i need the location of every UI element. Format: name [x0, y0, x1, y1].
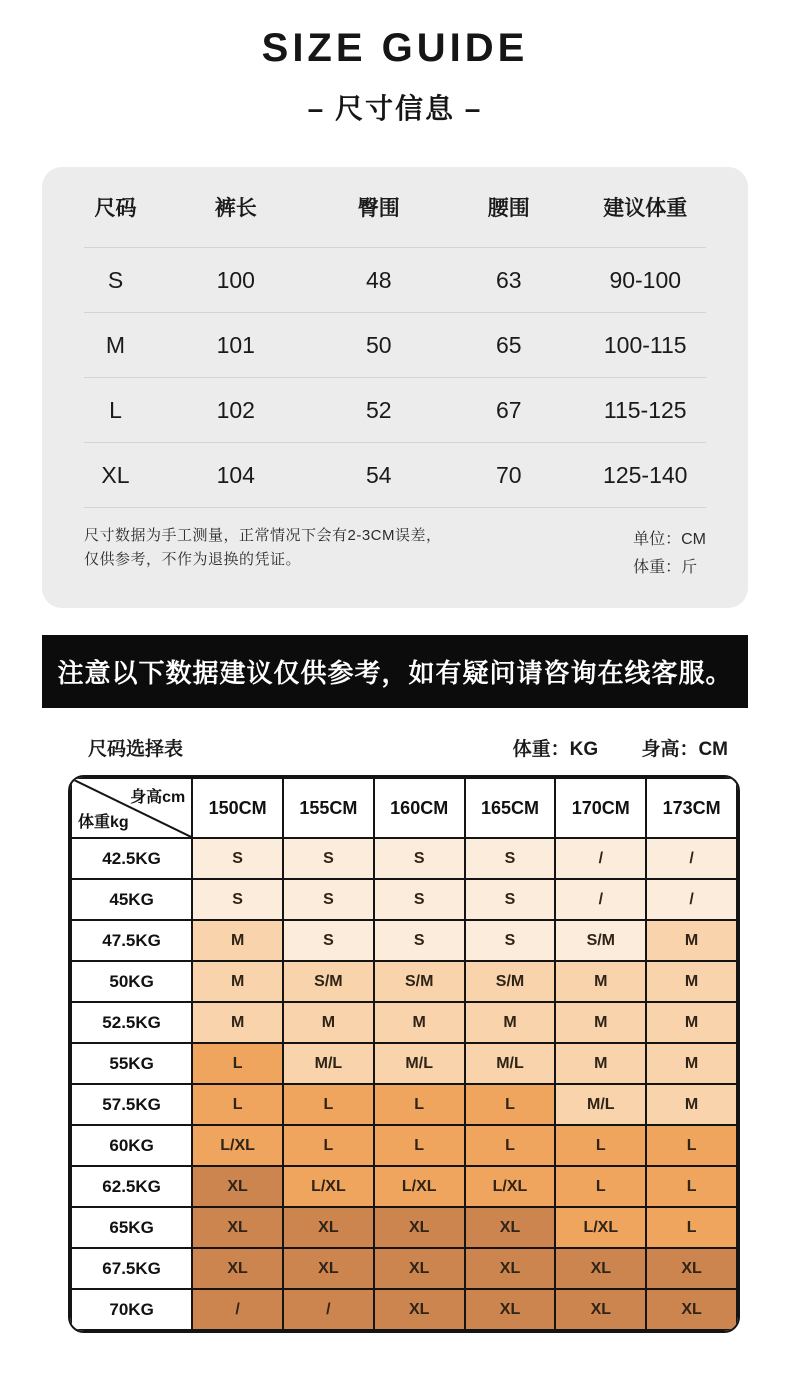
size-cell: M [646, 1084, 737, 1125]
size-cell: M [192, 961, 283, 1002]
size-cell: / [555, 879, 646, 920]
spec-table-cell: 100 [216, 266, 255, 293]
size-cell: / [555, 838, 646, 879]
selection-table-row [71, 1125, 737, 1166]
size-cell: L [283, 1125, 374, 1166]
selection-table-row [71, 1002, 737, 1043]
selection-table-row [71, 1289, 737, 1330]
weight-row-header: 65KG [71, 1207, 192, 1248]
spec-table-cell: 52 [365, 396, 392, 423]
size-cell: L [192, 1084, 283, 1125]
weight-row-header: 42.5KG [71, 838, 192, 879]
size-cell: / [192, 1289, 283, 1330]
row-divider [84, 507, 706, 508]
measurement-note [84, 524, 442, 582]
weight-row-header: 52.5KG [71, 1002, 192, 1043]
weight-row-header: 67.5KG [71, 1248, 192, 1289]
size-cell: M/L [555, 1084, 646, 1125]
size-cell: S [374, 920, 465, 961]
size-cell: L [555, 1125, 646, 1166]
size-cell: M/L [465, 1043, 556, 1084]
spec-table [70, 167, 720, 508]
size-cell: XL [374, 1207, 465, 1248]
spec-table-cell: 48 [365, 266, 392, 293]
height-column-header: 155CM [283, 778, 374, 838]
size-cell: S [283, 838, 374, 879]
size-cell: S [465, 879, 556, 920]
size-cell: L/XL [283, 1166, 374, 1207]
size-cell: XL [374, 1248, 465, 1289]
size-cell: S [283, 920, 374, 961]
spec-table-cell: 67 [495, 396, 522, 423]
size-cell: / [646, 879, 737, 920]
size-cell: L/XL [192, 1125, 283, 1166]
spec-table-cell: 104 [216, 461, 255, 488]
size-cell: L/XL [465, 1166, 556, 1207]
selection-table-row [71, 1043, 737, 1084]
selection-table-row [71, 879, 737, 920]
unit-note [633, 524, 706, 582]
weight-row-header: 47.5KG [71, 920, 192, 961]
size-cell: L [374, 1084, 465, 1125]
selection-table-row [71, 1166, 737, 1207]
size-cell: L [465, 1084, 556, 1125]
size-cell: XL [192, 1166, 283, 1207]
size-cell: L [374, 1125, 465, 1166]
size-cell: S/M [374, 961, 465, 1002]
unit-line-weight: 体重：斤 [633, 559, 698, 576]
selection-header-row [71, 778, 737, 838]
spec-table-header-row [70, 167, 720, 247]
corner-label-height: 身高cm [130, 789, 186, 806]
selection-table-wrapper [68, 775, 740, 1333]
size-cell: S [192, 838, 283, 879]
spec-table-cell: 100-115 [603, 331, 687, 358]
spec-table-header-cell: 建议体重 [603, 197, 688, 220]
selection-header [88, 734, 728, 761]
selection-table-row [71, 1207, 737, 1248]
size-cell: M [465, 1002, 556, 1043]
size-cell: M [646, 1043, 737, 1084]
spec-table-cell: 101 [216, 331, 255, 358]
size-cell: S/M [465, 961, 556, 1002]
spec-table-cell: 115-125 [603, 396, 687, 423]
height-column-header: 170CM [555, 778, 646, 838]
size-cell: M [555, 1002, 646, 1043]
size-cell: S/M [555, 920, 646, 961]
selection-table-head [71, 778, 737, 838]
weight-row-header: 62.5KG [71, 1166, 192, 1207]
weight-row-header: 50KG [71, 961, 192, 1002]
size-cell: M [555, 1043, 646, 1084]
spec-panel [42, 167, 748, 608]
size-cell: M [192, 920, 283, 961]
size-cell: XL [646, 1248, 737, 1289]
selection-title: 尺码选择表 [88, 739, 184, 760]
size-cell: S [374, 838, 465, 879]
selection-units [513, 734, 728, 761]
size-cell: M [283, 1002, 374, 1043]
page-subtitle: – 尺寸信息 – [307, 93, 483, 124]
size-cell: L [646, 1207, 737, 1248]
selection-table-row [71, 920, 737, 961]
size-cell: XL [283, 1207, 374, 1248]
size-cell: / [646, 838, 737, 879]
weight-row-header: 70KG [71, 1289, 192, 1330]
size-cell: S [374, 879, 465, 920]
selection-table-row [71, 1084, 737, 1125]
page-title: SIZE GUIDE [261, 26, 529, 70]
spec-table-cell: 90-100 [609, 266, 682, 293]
size-cell: M [192, 1002, 283, 1043]
weight-row-header: 55KG [71, 1043, 192, 1084]
size-cell: M [646, 1002, 737, 1043]
size-cell: M [555, 961, 646, 1002]
size-cell: L [283, 1084, 374, 1125]
spec-table-cell: XL [101, 461, 130, 488]
spec-table-row [70, 443, 720, 507]
spec-table-cell: M [105, 331, 126, 358]
selection-table-row [71, 838, 737, 879]
size-cell: L [646, 1125, 737, 1166]
size-cell: XL [465, 1207, 556, 1248]
size-cell: S [465, 838, 556, 879]
weight-row-header: 45KG [71, 879, 192, 920]
size-cell: L/XL [555, 1207, 646, 1248]
unit-line-cm: 单位：CM [633, 531, 706, 548]
size-cell: XL [465, 1289, 556, 1330]
spec-table-cell: 63 [495, 266, 522, 293]
size-cell: S [465, 920, 556, 961]
spec-table-cell: 125-140 [603, 461, 688, 488]
size-cell: L [555, 1166, 646, 1207]
size-cell: L [192, 1043, 283, 1084]
size-cell: XL [192, 1207, 283, 1248]
size-cell: / [283, 1289, 374, 1330]
size-cell: M [646, 961, 737, 1002]
spec-table-header-cell: 臀围 [357, 197, 400, 220]
notice-banner: 注意以下数据建议仅供参考，如有疑问请咨询在线客服。 [42, 635, 748, 708]
size-cell: XL [283, 1248, 374, 1289]
selection-table-row [71, 1248, 737, 1289]
height-unit-label: 身高：CM [641, 739, 728, 760]
spec-table-cell: 50 [365, 331, 392, 358]
size-cell: L/XL [374, 1166, 465, 1207]
height-column-header: 173CM [646, 778, 737, 838]
spec-table-cell: 65 [495, 331, 522, 358]
spec-table-header-cell: 尺码 [94, 197, 137, 220]
size-cell: M [374, 1002, 465, 1043]
spec-table-row [70, 248, 720, 312]
weight-row-header: 60KG [71, 1125, 192, 1166]
spec-table-cell: 70 [495, 461, 522, 488]
size-cell: L [465, 1125, 556, 1166]
spec-table-cell: L [109, 396, 122, 423]
measurement-note-line2: 仅供参考，不作为退换的凭证。 [84, 551, 302, 568]
weight-row-header: 57.5KG [71, 1084, 192, 1125]
spec-table-row [70, 378, 720, 442]
size-cell: XL [555, 1289, 646, 1330]
size-cell: XL [646, 1289, 737, 1330]
height-column-header: 160CM [374, 778, 465, 838]
size-cell: XL [465, 1248, 556, 1289]
weight-unit-label: 体重：KG [512, 739, 599, 760]
spec-table-cell: 54 [365, 461, 392, 488]
size-cell: S [192, 879, 283, 920]
spec-table-row [70, 313, 720, 377]
selection-table [70, 777, 738, 1331]
selection-table-row [71, 961, 737, 1002]
selection-table-body [71, 838, 737, 1330]
size-cell: XL [192, 1248, 283, 1289]
corner-cell [71, 778, 192, 838]
height-column-header: 165CM [465, 778, 556, 838]
spec-table-cell: 102 [216, 396, 255, 423]
spec-table-cell: S [107, 266, 124, 293]
size-cell: M/L [283, 1043, 374, 1084]
spec-table-header-cell: 腰围 [487, 197, 530, 220]
size-cell: M/L [374, 1043, 465, 1084]
size-cell: S [283, 879, 374, 920]
measurement-note-line1: 尺寸数据为手工测量，正常情况下会有2-3CM误差， [84, 527, 442, 544]
size-cell: S/M [283, 961, 374, 1002]
size-cell: XL [555, 1248, 646, 1289]
size-cell: XL [374, 1289, 465, 1330]
spec-table-header-cell: 裤长 [214, 197, 257, 220]
height-column-header: 150CM [192, 778, 283, 838]
spec-note-area [84, 524, 706, 582]
corner-label-weight: 体重kg [78, 814, 129, 831]
size-cell: L [646, 1166, 737, 1207]
size-cell: M [646, 920, 737, 961]
